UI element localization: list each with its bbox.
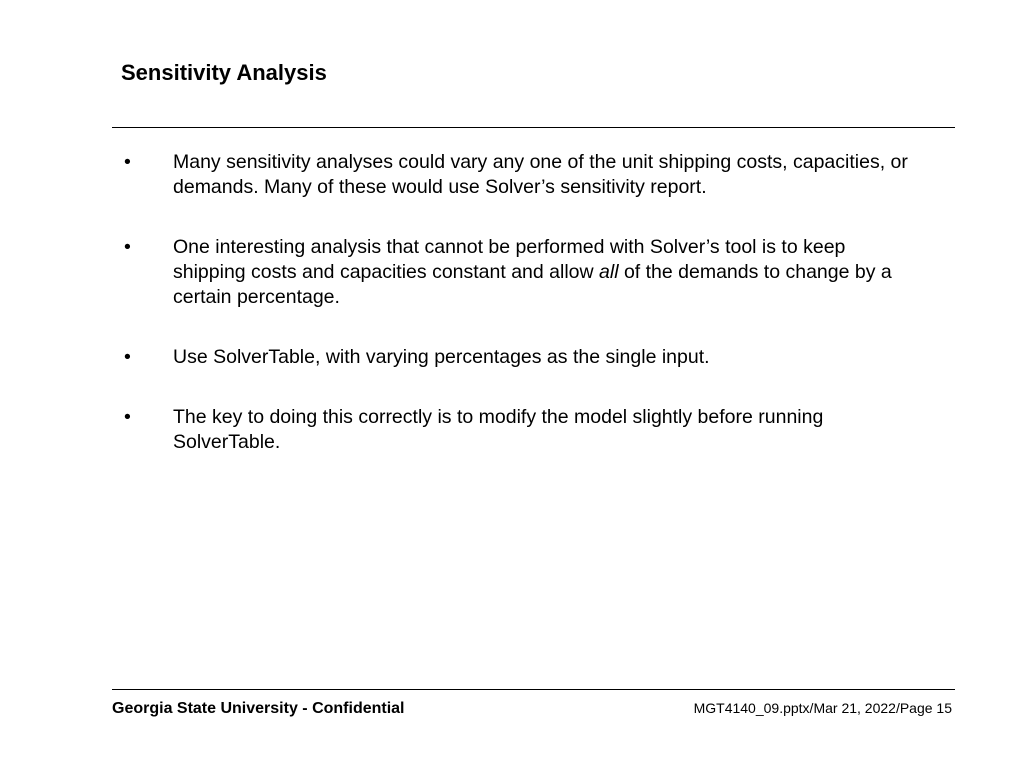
bullet-text-part: of the demands to change by a certain percentage. [173,261,892,308]
bullet-marker: • [124,151,131,173]
footer-divider [112,689,955,690]
bullet-list [120,150,920,490]
bullet-text [173,236,892,308]
footer-organization: Georgia State University - Confidential [112,700,405,717]
bullet-text-emphasis: all [599,261,619,283]
slide-title: Sensitivity Analysis [121,60,327,85]
bullet-text: Use SolverTable, with varying percentages as the single input. [173,346,710,368]
title-divider [112,127,955,128]
bullet-text: The key to doing this correctly is to modify the model slightly before running SolverTable. [173,406,824,453]
bullet-marker: • [124,236,131,258]
bullet-marker: • [124,346,131,368]
bullet-item [120,150,920,200]
bullet-item [120,235,920,310]
bullet-text-part: One interesting analysis that cannot be performed with Solver’s tool is to keep shipping costs and capacities constant and allow [173,236,846,283]
bullet-item [120,345,920,370]
bullet-marker: • [124,406,131,428]
footer-page-info: MGT4140_09.pptx/Mar 21, 2022/Page 15 [693,700,952,716]
bullet-text: Many sensitivity analyses could vary any one of the unit shipping costs, capacities, or demands. Many of these would use Solver’s sensitivity report. [173,151,908,198]
bullet-item [120,405,920,455]
